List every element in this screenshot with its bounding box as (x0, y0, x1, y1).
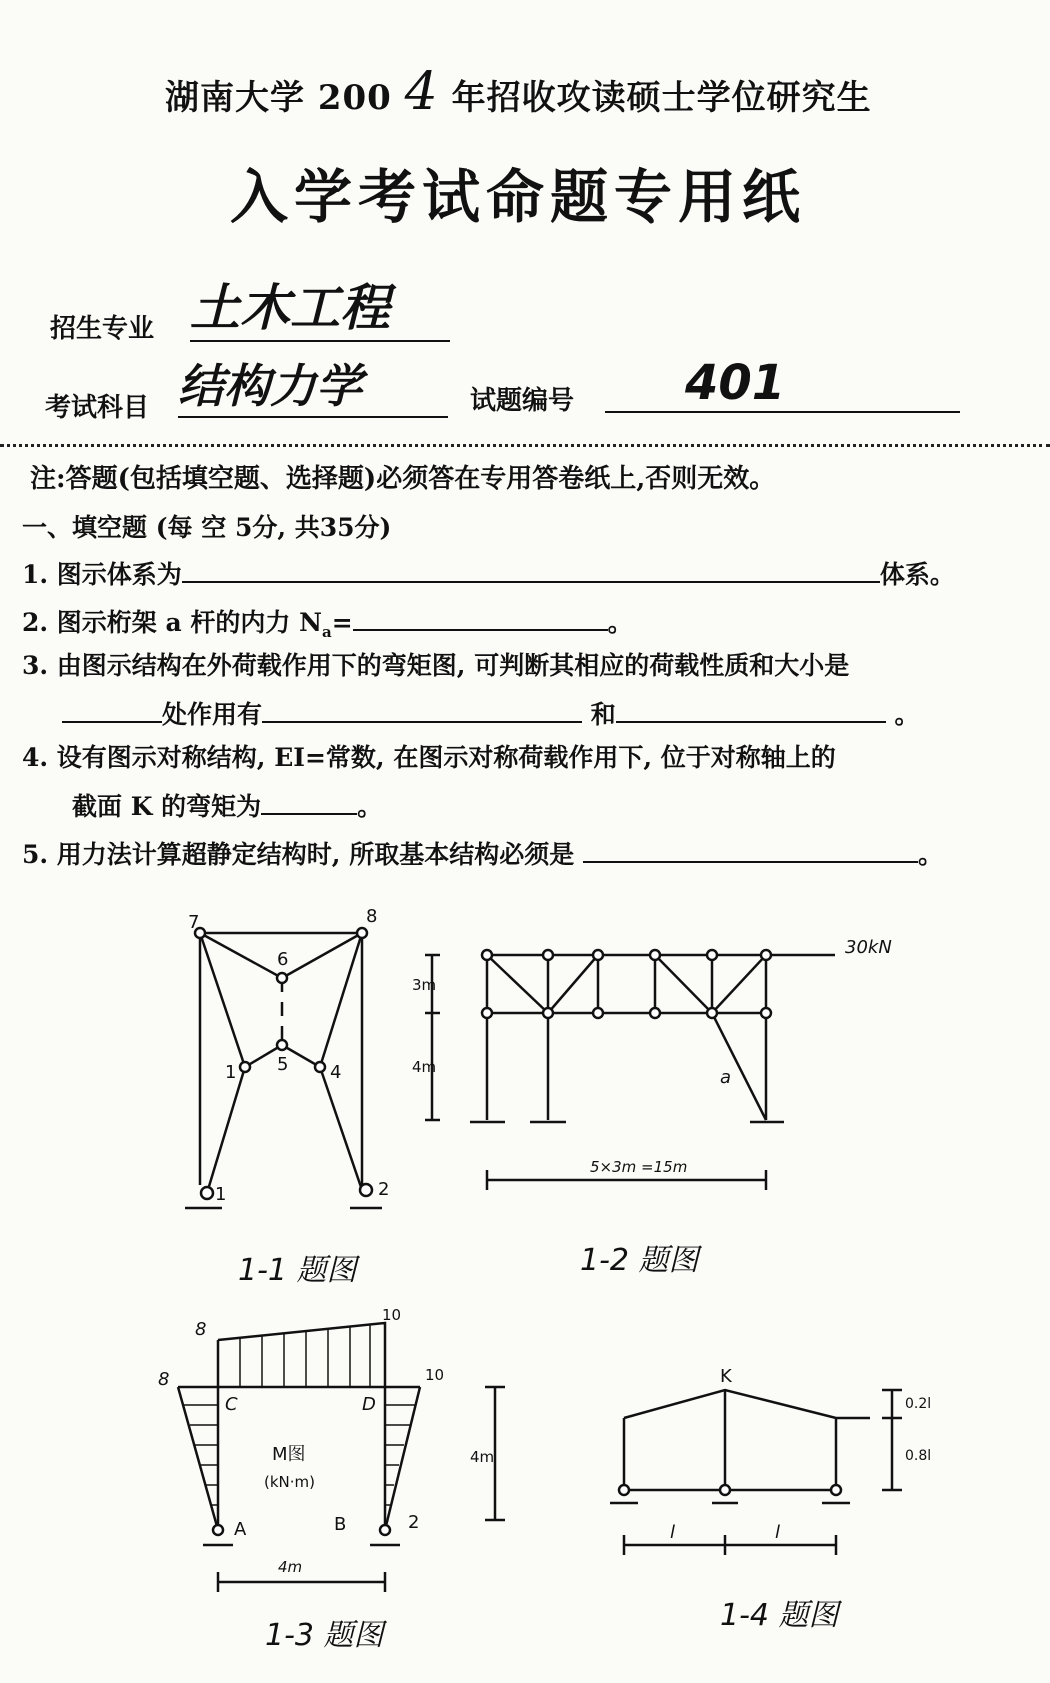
note: 注:答题(包括填空题、选择题)必须答在专用答卷纸上,否则无效。 (30, 464, 776, 494)
question-3-line1: 3. 由图示结构在外荷载作用下的弯矩图, 可判断其相应的荷载性质和大小是 (22, 651, 850, 680)
major-label: 招生专业 (50, 314, 155, 344)
fig1-node-1b: 1 (215, 1184, 227, 1205)
fig1-node-1a: 1 (225, 1062, 237, 1083)
fig3-label-a: A (234, 1519, 247, 1540)
caption-fig-1-4: 1-4 题图 (720, 1598, 839, 1633)
year-digit: 4 (404, 62, 439, 122)
fig3-unit: (kN·m) (264, 1473, 315, 1491)
answer-blank-4 (261, 791, 357, 815)
fig4-dim-bottom: 0.8l (905, 1448, 932, 1464)
figure-1-4 (610, 1390, 902, 1555)
fig1-node-7: 7 (188, 912, 200, 933)
fig3-label-b: B (334, 1514, 347, 1535)
fig3-label-d: D (362, 1394, 376, 1415)
fig3-label-8-left: 8 (158, 1369, 170, 1390)
fig4-k: K (720, 1366, 732, 1387)
answer-blank-5 (583, 839, 918, 863)
caption-fig-1-1: 1-1 题图 (238, 1253, 357, 1288)
fig1-node-6: 6 (277, 949, 289, 970)
question-3-line2: 处作用有 和 。 (62, 695, 919, 731)
header-line1: 湖南大学 200 4 年招收攻读硕士学位研究生 (165, 62, 872, 122)
fig2-dim-top: 3m (412, 976, 437, 994)
fig1-node-4: 4 (330, 1062, 342, 1083)
answer-blank-3a (62, 699, 162, 723)
header-line2: 入学考试命题专用纸 (230, 163, 807, 231)
fig3-label-8-top: 8 (195, 1319, 207, 1340)
fig3-label-10-right: 10 (425, 1366, 445, 1384)
code-value: 401 (605, 355, 960, 413)
fig3-height: 4m (470, 1448, 495, 1466)
fig3-label-10-top: 10 (382, 1306, 402, 1324)
figures-svg (0, 880, 1050, 1670)
question-5: 5. 用力法计算超静定结构时, 所取基本结构必须是 。 (22, 840, 943, 869)
major-value: 土木工程 (190, 268, 450, 342)
question-4-line2: 截面 K 的弯矩为 。 (72, 792, 383, 821)
fig2-dim-bottom: 4m (412, 1058, 437, 1076)
fig1-node-2: 2 (378, 1179, 390, 1200)
fig3-label-2: 2 (408, 1512, 420, 1533)
caption-fig-1-3: 1-3 题图 (265, 1618, 384, 1653)
fig2-span: 5×3m =15m (590, 1158, 688, 1176)
question-2: 2. 图示桁架 a 杆的内力 $N_a=$ 。 (22, 608, 633, 641)
caption-fig-1-2: 1-2 题图 (580, 1243, 699, 1278)
dotted-divider (0, 444, 1050, 447)
figure-1-3 (178, 1323, 505, 1592)
question-4-line1: 4. 设有图示对称结构, EI=常数, 在图示对称荷载作用下, 位于对称轴上的 (22, 743, 836, 772)
figure-1-2 (425, 950, 835, 1190)
fig4-span-2: l (775, 1522, 781, 1543)
answer-blank-2 (353, 607, 608, 631)
fig3-label-c: C (225, 1394, 238, 1415)
subject-label: 考试科目 (45, 393, 150, 423)
fig3-span: 4m (278, 1558, 303, 1576)
answer-blank-3b (262, 699, 582, 723)
question-1: 1. 图示体系为 体系。 (22, 560, 955, 589)
fig3-title: M图 (272, 1444, 306, 1465)
subject-value: 结构力学 (178, 350, 448, 418)
fig4-span-1: l (670, 1522, 676, 1543)
fig2-load: 30kN (845, 937, 892, 958)
fig1-node-8: 8 (366, 906, 378, 927)
fig1-node-5: 5 (277, 1054, 289, 1075)
answer-blank-3c (616, 699, 886, 723)
code-label: 试题编号 (470, 386, 575, 416)
fig4-dim-top: 0.2l (905, 1396, 932, 1412)
fig2-member-a: a (720, 1067, 732, 1088)
section-title: 一、填空题 (每 空 5分, 共35分) (22, 513, 392, 542)
answer-blank-1 (182, 559, 880, 583)
